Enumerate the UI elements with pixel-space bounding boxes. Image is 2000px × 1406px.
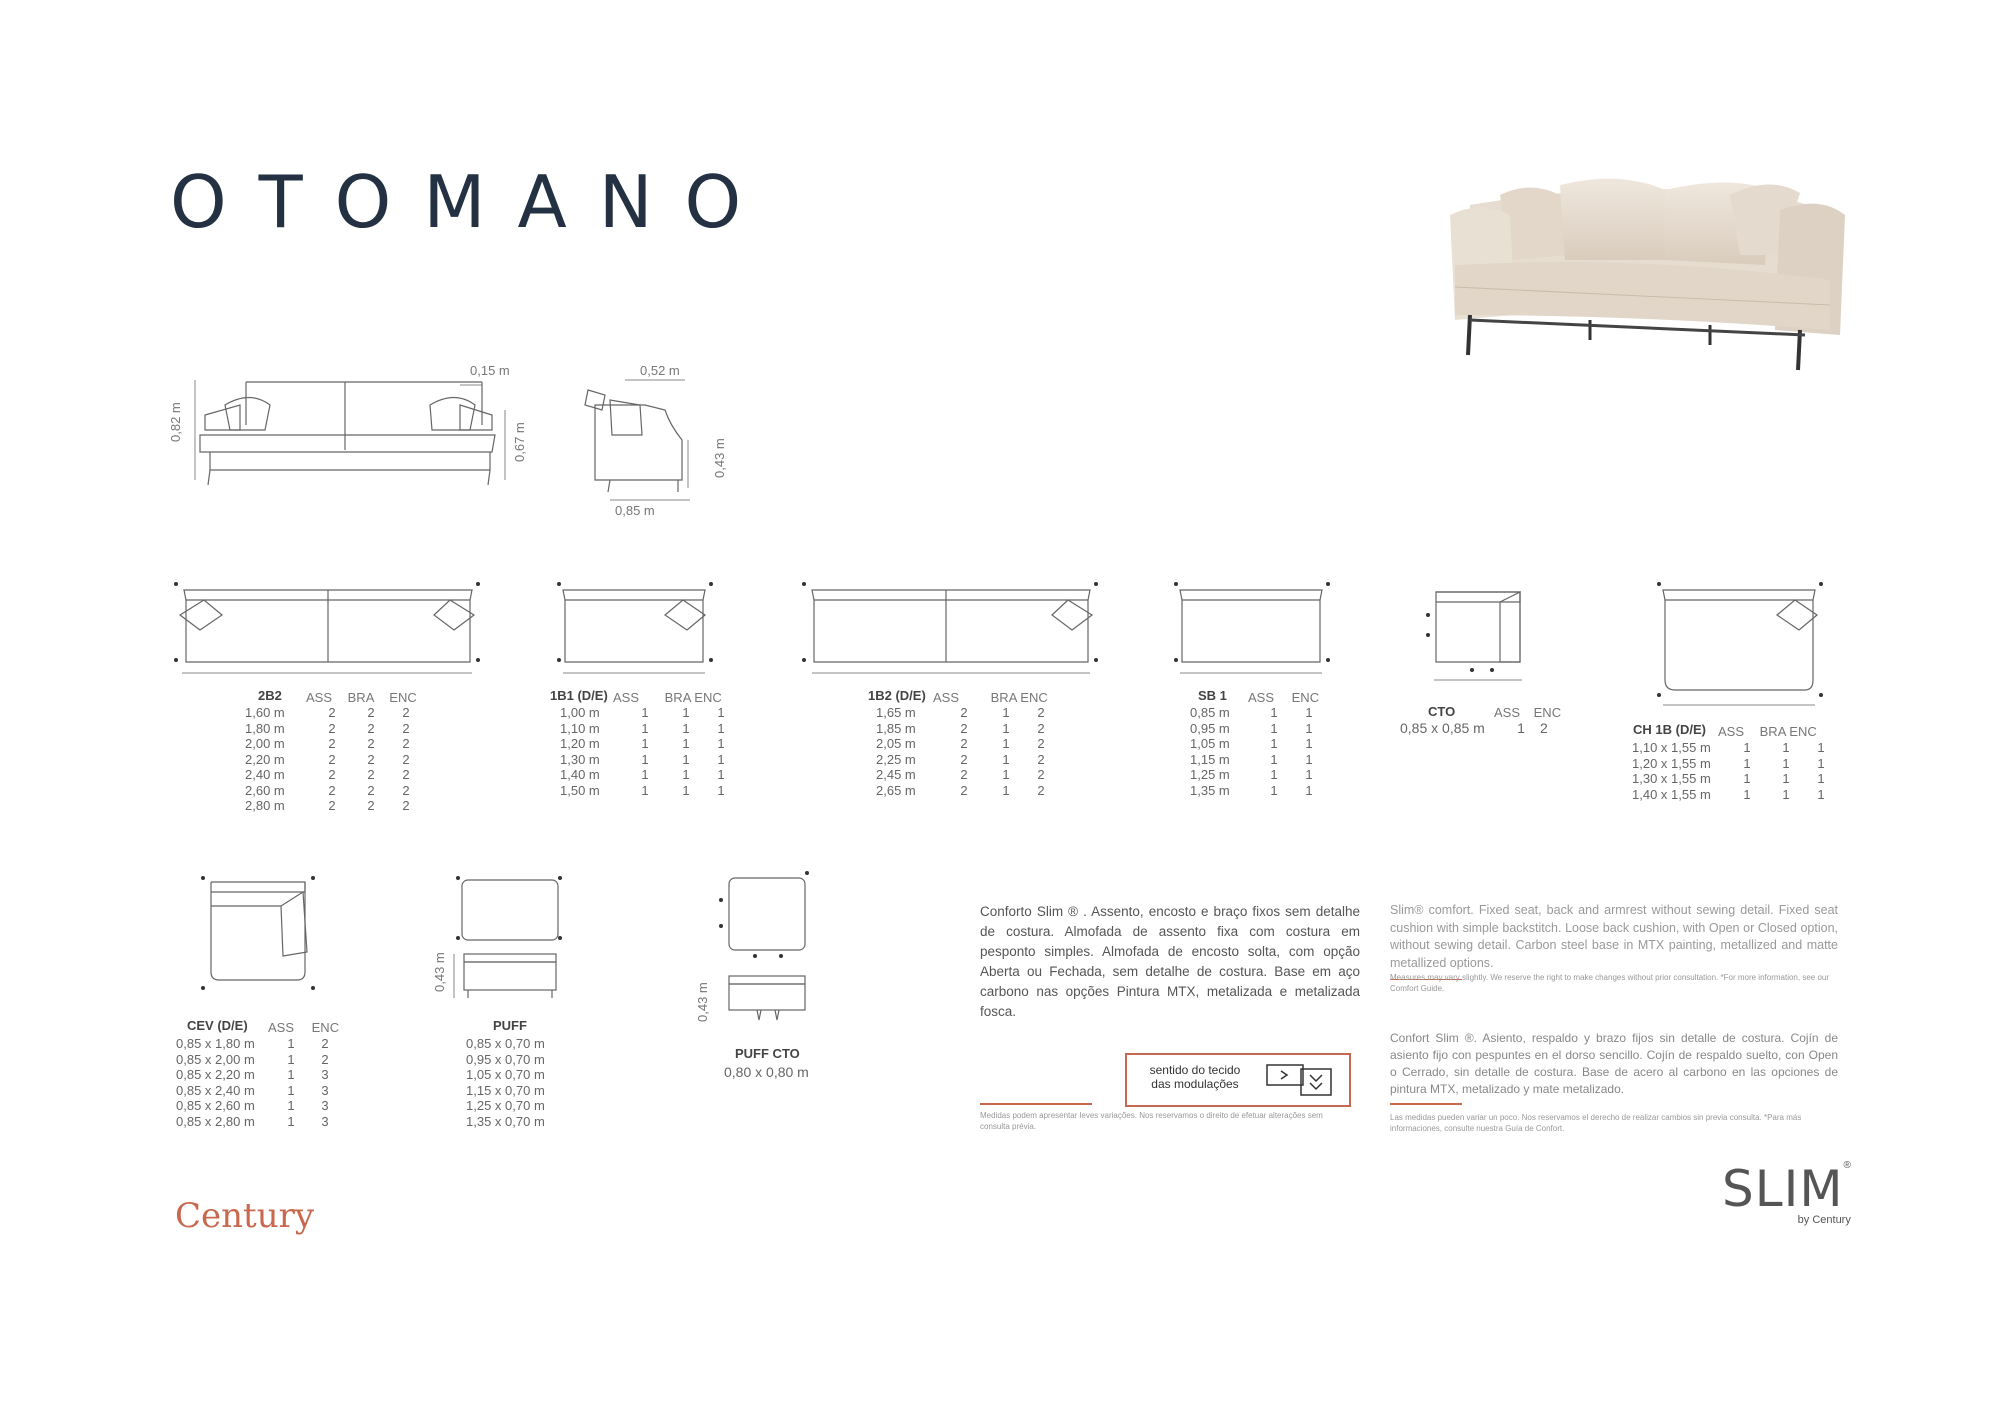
table-cell: 2 [367,705,375,720]
hdr-ass: ASS [1718,724,1745,739]
table-cell: 1 [1270,782,1278,798]
module-ch1b-header [1718,724,1817,739]
table-cell: 0,85 x 2,00 m [176,1051,255,1067]
module-1b1-drawing [555,580,715,680]
table-cell: 1 [1743,740,1751,755]
table-row [1190,721,1324,737]
table-cell: 0,85 m [1190,705,1230,720]
table-cell: 2 [402,720,410,736]
fabric-direction-label: sentido do tecido das modulações [1149,1063,1241,1091]
table-cell: 1,00 m [560,705,600,720]
table-cell: 1 [1782,771,1790,786]
table-row [1400,721,1548,737]
description-en: Slim® comfort. Fixed seat, back and armrest without sewing detail. Fixed seat cushion with simple backstitch. Loose back cushion, with Open or Closed option, without sewing detail. Carbon steel base in MTX painting, metallized and matte metallized options. [1390,903,1838,970]
table-row [560,721,736,737]
module-cev-table [176,1036,340,1129]
table-cell: 1,15 m [1190,751,1230,767]
table-row [176,1083,340,1099]
table-cell: 2 [1037,767,1045,782]
table-cell: 1 [287,1051,295,1067]
table-cell: 2 [402,767,410,782]
hdr-ass: ASS [613,690,640,705]
table-cell: 1 [717,767,725,782]
divider-pt [980,1103,1092,1105]
table-cell: 1 [1002,705,1010,720]
table-cell: 1 [1817,755,1825,771]
table-cell: 1 [1782,740,1790,755]
table-cell: 1,50 m [560,782,600,798]
table-row [1190,705,1324,721]
hdr-enc: ENC [311,1020,340,1035]
table-cell: 0,85 x 2,60 m [176,1098,255,1113]
table-cell: 2 [402,736,410,751]
module-1b1-header [613,690,722,705]
table-cell: 1,20 m [560,736,600,751]
table-cell: 2 [1037,736,1045,751]
module-1b1-table [560,705,736,798]
table-cell: 2 [321,1051,329,1067]
hdr-bra: BRA [990,690,1017,705]
description-es: Confort Slim ®. Asiento, respaldo y brazo fijos sin detalle de costura. Cojín de asiento fijo con pespuntes en el dorso sencillo. Cojín de respaldo suelto, con Open o Cerrado, sin detalle de costura. Base de acero al carbono en las opciones de pintura MTX, metalizado y mate metalizado. [1390,1031,1838,1096]
hdr-enc: ENC [389,690,417,705]
table-cell: 2 [1037,720,1045,736]
module-ch1b-table [1632,740,1836,802]
table-row [1190,736,1324,752]
table-cell: 1,80 m [245,720,285,736]
table-cell: 1 [1002,767,1010,782]
note-en: Measures may vary slightly. We reserve the right to make changes without prior consultation. *For more information, see our Comfort Guide. [1390,973,1830,993]
module-puff-drawing [450,870,570,1010]
table-row [876,705,1056,721]
table-row [466,1067,556,1083]
table-cell: 1 [1002,782,1010,798]
table-cell: 1,05 m [1190,736,1230,751]
table-cell: 2,40 m [245,767,285,782]
module-1b2-table [876,705,1056,798]
module-puff-name: PUFF [493,1018,527,1033]
page-title: OTOMANO [170,160,774,244]
hdr-ass: ASS [933,690,960,705]
table-cell: 2,20 m [245,751,285,767]
table-cell: 1 [682,705,690,720]
table-cell: 0,85 x 2,40 m [176,1082,255,1098]
table-cell: 1 [682,720,690,736]
table-cell: 1 [1817,786,1825,802]
table-cell: 2 [960,767,968,782]
table-cell: 2 [960,720,968,736]
table-cell: 1 [1305,751,1313,767]
table-cell: 1,10 x 1,55 m [1632,740,1711,755]
table-cell: 2 [1037,751,1045,767]
century-logo: Century [175,1196,315,1236]
table-cell: 2 [1540,720,1548,736]
slim-logo-reg: ® [1843,1160,1851,1171]
table-cell: 1 [682,782,690,798]
module-sb1-drawing [1172,580,1332,680]
table-row [176,1114,340,1130]
hdr-enc: ENC [694,690,722,705]
table-row [876,783,1056,799]
table-cell: 1 [287,1082,295,1098]
description-pt: Conforto Slim ® . Assento, encosto e braço fixos sem detalhe de costura. Almofada de assento fixa com costura em pesponto simples. Almofada de encosto solta, com opção Aberta ou Fechada, sem detalhe de costura. Base em aço carbono nas opções Pintura MTX, metalizada e metalizada fosca. [980,904,1360,1019]
table-cell: 1,15 x 0,70 m [466,1082,545,1098]
table-cell: 1 [1270,705,1278,720]
table-row [560,752,736,768]
table-cell: 2 [328,751,336,767]
table-cell: 1,85 m [876,720,916,736]
table-cell: 2 [960,736,968,751]
table-row [466,1036,556,1052]
module-cto-name: CTO [1428,704,1456,719]
module-1b2-header [933,690,1048,705]
table-cell: 2 [328,720,336,736]
module-1b2-name: 1B2 (D/E) [868,688,926,703]
module-sb1-name: SB 1 [1198,688,1227,703]
table-cell: 2 [367,798,375,813]
table-cell: 3 [321,1113,329,1129]
module-2b2-drawing [172,580,482,680]
table-cell: 1 [1743,786,1751,802]
table-cell: 2 [367,720,375,736]
table-cell: 0,85 x 2,80 m [176,1113,255,1129]
table-row [1190,767,1324,783]
table-cell: 1 [1517,720,1525,736]
table-cell: 1,10 m [560,720,600,736]
table-cell: 2,05 m [876,736,916,751]
table-cell: 1 [1270,767,1278,782]
hdr-ass: ASS [1248,690,1275,705]
table-cell: 1,60 m [245,705,285,720]
table-cell: 2,60 m [245,782,285,798]
fabric-direction-box [1125,1053,1351,1107]
table-row [466,1114,556,1130]
table-cell: 1,25 m [1190,767,1230,782]
table-cell: 0,85 x 0,85 m [1400,720,1485,736]
table-cell: 1 [1002,720,1010,736]
table-cell: 1 [1817,740,1825,755]
table-cell: 2 [367,736,375,751]
table-cell: 1 [287,1036,295,1051]
slim-logo-text: SLIM [1722,1160,1844,1218]
table-cell: 1 [641,767,649,782]
table-cell: 1 [1270,720,1278,736]
table-row [466,1098,556,1114]
note-pt: Medidas podem apresentar leves variações. Nos reservamos o direito de efetuar alterações sem consulta prévia. [980,1111,1323,1131]
table-row [176,1067,340,1083]
front-view-drawing [170,360,530,500]
table-cell: 1 [682,736,690,751]
table-cell: 1,40 x 1,55 m [1632,786,1711,802]
table-cell: 1 [1002,736,1010,751]
table-cell: 2,45 m [876,767,916,782]
table-cell: 1 [1743,771,1751,786]
table-cell: 1 [1743,755,1751,771]
hdr-ass: ASS [268,1020,295,1035]
table-cell: 1 [717,751,725,767]
table-cell: 2 [1037,705,1045,720]
table-cell: 3 [321,1098,329,1113]
table-cell: 2 [328,705,336,720]
note-es: Las medidas pueden variar un poco. Nos reservamos el derecho de realizar cambios sin previa consulta. *Para más informaciones, consulte nuestra Guía de Confort. [1390,1113,1802,1133]
table-cell: 2 [960,705,968,720]
hdr-enc: ENC [1291,690,1320,705]
table-cell: 1,05 x 0,70 m [466,1067,545,1082]
table-cell: 2 [367,767,375,782]
table-row [1632,740,1836,756]
fabric-direction-icon [1265,1063,1335,1097]
module-cev-header [268,1020,339,1035]
module-cto-header [1494,705,1561,720]
front-width-dim: 0,15 m [470,363,510,378]
table-cell: 1 [1817,771,1825,786]
module-sb1-header [1248,690,1319,705]
module-ch1b-drawing [1655,580,1825,710]
table-cell: 1 [1305,782,1313,798]
table-cell: 2,00 m [245,736,285,751]
table-row [876,736,1056,752]
table-cell: 2 [328,736,336,751]
table-row [466,1083,556,1099]
table-row [1190,752,1324,768]
table-cell: 0,85 x 1,80 m [176,1036,255,1051]
hdr-bra: BRA [347,690,374,705]
table-cell: 1 [287,1067,295,1082]
sofa-photo [1440,165,1860,375]
table-cell: 1,30 x 1,55 m [1632,771,1711,786]
table-row [876,752,1056,768]
table-cell: 2,65 m [876,782,916,798]
module-2b2-table [245,705,421,814]
table-row [245,705,421,721]
side-view-drawing [570,370,710,510]
table-cell: 1 [641,751,649,767]
table-row [560,736,736,752]
table-cell: 1 [641,705,649,720]
module-1b1-name: 1B1 (D/E) [550,688,608,703]
table-row [245,736,421,752]
table-cell: 3 [321,1082,329,1098]
module-cev-name: CEV (D/E) [187,1018,248,1033]
module-puff-table [466,1036,556,1129]
module-sb1-table [1190,705,1324,798]
table-cell: 1 [1305,736,1313,751]
table-cell: 0,95 x 0,70 m [466,1051,545,1067]
table-cell: 2 [402,782,410,798]
table-row [1632,771,1836,787]
table-cell: 2 [321,1036,329,1051]
table-cell: 1 [682,751,690,767]
side-depth-dim: 0,85 m [615,503,655,518]
table-cell: 1,30 m [560,751,600,767]
module-cev-drawing [195,870,325,1000]
table-cell: 1,25 x 0,70 m [466,1098,545,1113]
table-cell: 2 [328,798,336,813]
table-row [245,767,421,783]
table-cell: 1 [717,705,725,720]
table-cell: 1 [1270,736,1278,751]
table-cell: 1 [682,767,690,782]
module-puffcto-size: 0,80 x 0,80 m [724,1064,809,1080]
table-row [560,767,736,783]
table-cell: 1 [1782,755,1790,771]
table-cell: 1 [641,782,649,798]
table-row [176,1036,340,1052]
front-height-dim: 0,82 m [168,402,183,442]
table-row [560,705,736,721]
table-cell: 0,95 m [1190,720,1230,736]
module-ch1b-name: CH 1B (D/E) [1633,722,1706,737]
table-cell: 2 [328,767,336,782]
hdr-bra: BRA [1759,724,1786,739]
divider-es [1390,1103,1462,1105]
hdr-ass: ASS [306,690,333,705]
table-cell: 1 [1270,751,1278,767]
table-cell: 1 [287,1113,295,1129]
table-row [876,767,1056,783]
table-cell: 1,35 x 0,70 m [466,1113,545,1129]
table-row [245,721,421,737]
table-cell: 2 [402,705,410,720]
table-cell: 2,80 m [245,798,285,813]
table-cell: 1 [1305,705,1313,720]
table-cell: 0,85 x 0,70 m [466,1036,545,1051]
module-cto-table [1400,721,1548,737]
table-row [176,1098,340,1114]
module-puffcto-drawing [715,870,825,1030]
table-row [245,752,421,768]
arm-height-dim: 0,67 m [512,422,527,462]
module-2b2-name: 2B2 [258,688,282,703]
table-row [1190,783,1324,799]
table-cell: 1 [1002,751,1010,767]
table-row [1632,756,1836,772]
table-cell: 2,25 m [876,751,916,767]
table-cell: 2 [960,782,968,798]
table-cell: 1,35 m [1190,782,1230,798]
table-cell: 1 [717,720,725,736]
hdr-ass: ASS [1494,705,1521,720]
table-cell: 1,20 x 1,55 m [1632,755,1711,771]
module-1b2-drawing [800,580,1100,680]
module-2b2-header [306,690,417,705]
table-row [466,1052,556,1068]
table-cell: 2 [1037,782,1045,798]
table-cell: 2 [960,751,968,767]
table-cell: 3 [321,1067,329,1082]
hdr-enc: ENC [1533,705,1562,720]
side-arm-dim: 0,52 m [640,363,680,378]
table-row [560,783,736,799]
module-puffcto-name: PUFF CTO [735,1046,800,1061]
side-seat-dim: 0,43 m [712,438,727,478]
table-cell: 1 [1305,720,1313,736]
hdr-enc: ENC [1789,724,1817,739]
table-cell: 1,65 m [876,705,916,720]
table-row [245,798,421,814]
hdr-enc: ENC [1020,690,1048,705]
table-cell: 1 [641,736,649,751]
table-cell: 2 [367,751,375,767]
table-cell: 2 [328,782,336,798]
table-cell: 1 [717,736,725,751]
table-cell: 2 [402,751,410,767]
table-cell: 1 [717,782,725,798]
table-row [1632,787,1836,803]
table-cell: 0,85 x 2,20 m [176,1067,255,1082]
table-cell: 2 [402,798,410,813]
table-cell: 1 [1305,767,1313,782]
table-cell: 1 [287,1098,295,1113]
table-cell: 2 [367,782,375,798]
puff-height-dim: 0,43 m [432,952,447,992]
table-row [245,783,421,799]
hdr-bra: BRA [664,690,691,705]
slim-logo [1722,1160,1851,1226]
table-cell: 1 [1782,786,1790,802]
table-row [176,1052,340,1068]
table-row [876,721,1056,737]
table-cell: 1 [641,720,649,736]
module-cto-drawing [1420,580,1540,680]
slim-logo-sub: by Century [1797,1214,1851,1226]
puffcto-height-dim: 0,43 m [695,982,710,1022]
table-cell: 1,40 m [560,767,600,782]
